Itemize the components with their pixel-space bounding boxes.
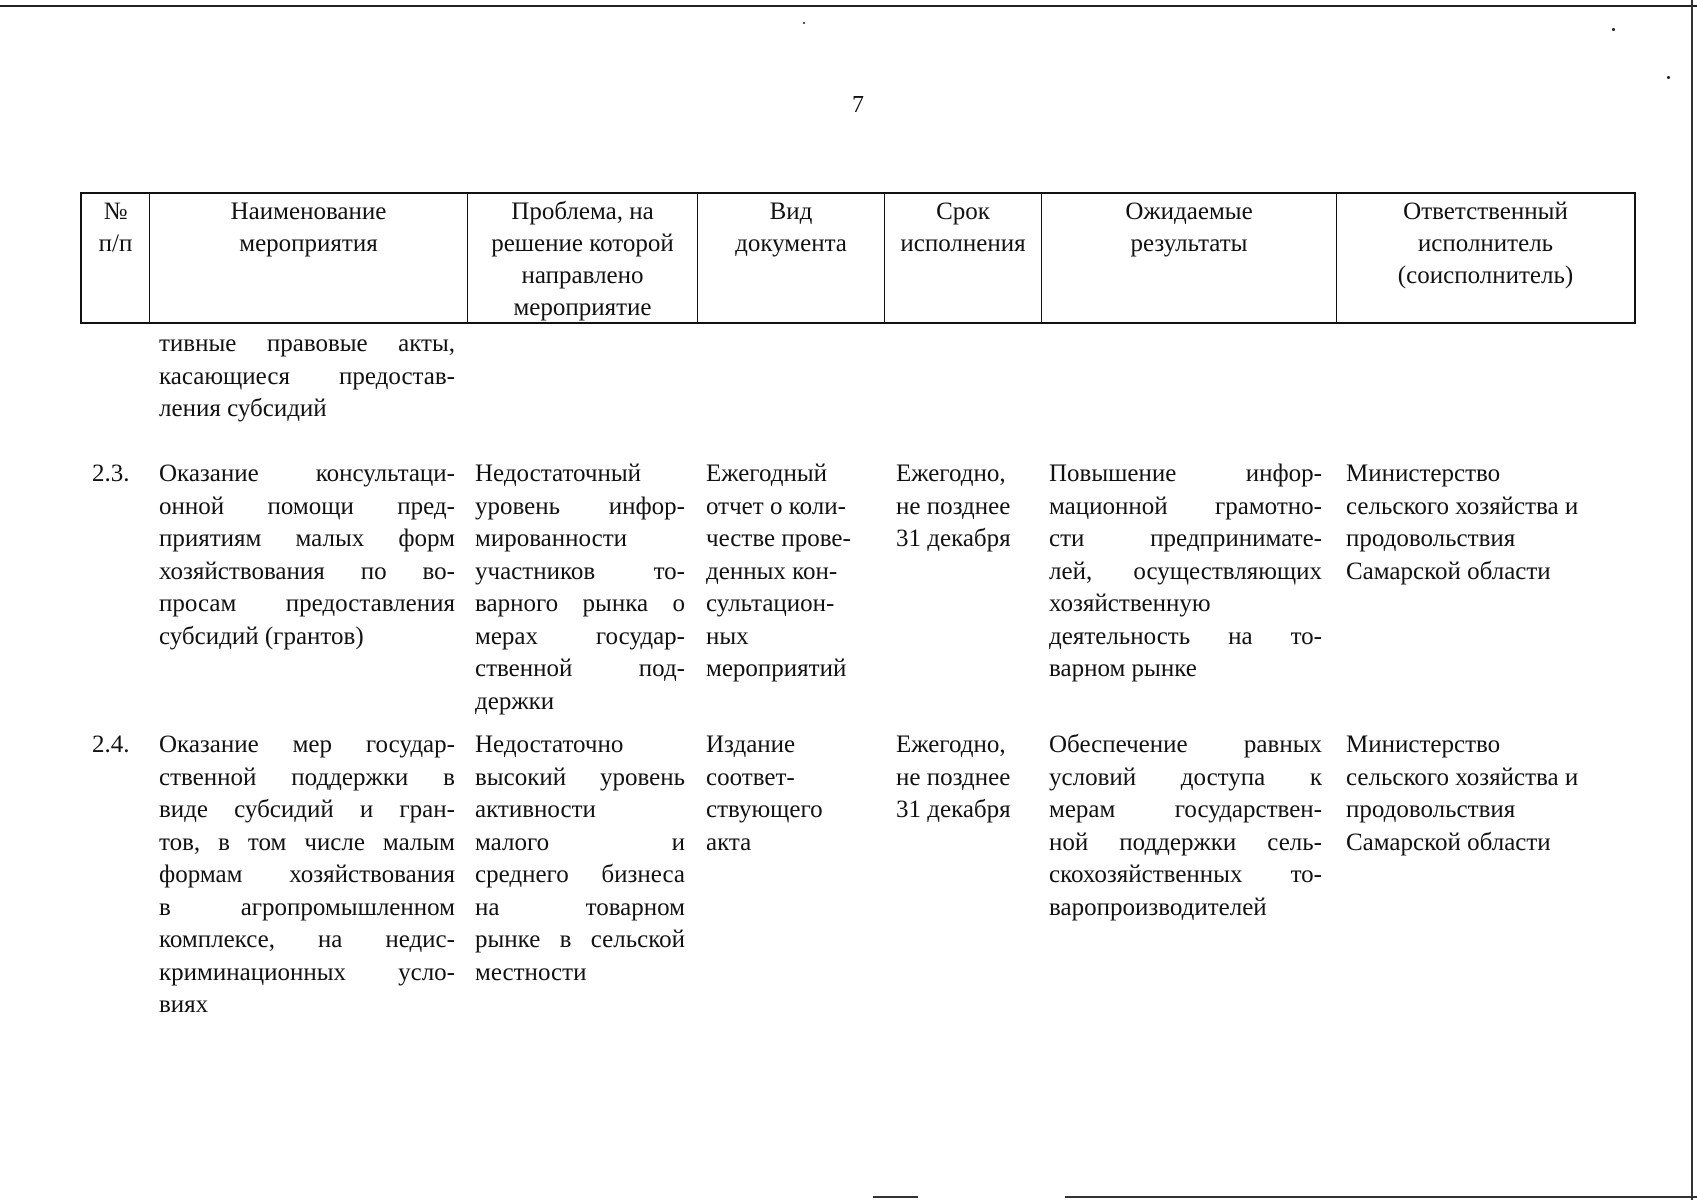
header-line: документа xyxy=(735,230,847,257)
text-line: не позднее xyxy=(896,492,1011,520)
text-line: среднего бизнеса xyxy=(475,861,685,888)
text-line: в агропромышленном xyxy=(159,893,455,921)
text-line: просам предоставления xyxy=(159,590,455,617)
continuation-name xyxy=(159,328,455,426)
text-line: Ежегодный xyxy=(706,460,827,487)
text-line: формам хозяйствования xyxy=(159,861,455,888)
text-line: лей, осуществляющих xyxy=(1049,557,1322,585)
text-line: Недостаточный xyxy=(475,460,642,487)
text-line: варного рынка о xyxy=(475,590,685,617)
text-line: местности xyxy=(475,958,587,986)
header-responsible xyxy=(1337,194,1634,322)
row-name xyxy=(159,458,455,653)
row-deadline xyxy=(896,729,1031,827)
text-line: приятиям малых форм xyxy=(159,525,455,552)
text-line: Повышение инфор- xyxy=(1049,460,1322,487)
text-line: виде субсидий и гран- xyxy=(159,796,455,823)
header-line: исполнения xyxy=(900,230,1026,257)
header-line: Проблема, на xyxy=(511,198,654,225)
text-line: тов, в том числе малым xyxy=(159,828,455,856)
text-line: продовольствия xyxy=(1346,525,1516,552)
text-line: уровень инфор- xyxy=(475,492,685,520)
text-line: мерам государствен- xyxy=(1049,796,1322,823)
text-line: высокий уровень xyxy=(475,763,685,791)
text-line: комплексе, на недис- xyxy=(159,926,455,953)
row-number: 2.4. xyxy=(92,731,130,758)
header-line: мероприятия xyxy=(239,230,378,257)
header-line: № xyxy=(103,198,128,225)
row-number: 2.3. xyxy=(92,460,130,487)
row-document-type xyxy=(706,458,868,686)
row-expected-results xyxy=(1049,729,1322,924)
scan-speck xyxy=(1612,28,1615,31)
text-line: ственной под- xyxy=(475,655,685,682)
header-line: Вид xyxy=(769,198,813,225)
text-line: хозяйствования по во- xyxy=(159,557,455,585)
scan-border-right xyxy=(1691,0,1693,1200)
text-line: Издание xyxy=(706,731,796,758)
text-line: отчет о коли- xyxy=(706,492,846,520)
text-line: участников то- xyxy=(475,557,685,585)
text-line: Ежегодно, xyxy=(896,731,1006,758)
text-line: денных кон- xyxy=(706,557,838,585)
text-line: варопроизводителей xyxy=(1049,893,1267,921)
row-expected-results xyxy=(1049,458,1322,686)
scan-mark-bottom xyxy=(873,1196,918,1198)
header-line: Ответственный xyxy=(1403,198,1568,225)
text-line: варном рынке xyxy=(1049,655,1197,682)
header-name xyxy=(150,194,468,322)
text-line: мероприятий xyxy=(706,655,847,682)
scan-speck xyxy=(1667,76,1670,79)
text-line: держки xyxy=(475,687,555,715)
text-line: мерах государ- xyxy=(475,622,685,650)
text-line: ных xyxy=(706,622,749,650)
text-line: тивные правовые акты, xyxy=(159,330,455,357)
text-line: мационной грамотно- xyxy=(1049,492,1322,520)
text-line: сельского хозяйства и xyxy=(1346,492,1579,520)
text-line: Оказание мер государ- xyxy=(159,731,455,758)
header-problem xyxy=(468,194,698,322)
header-line: (соисполнитель) xyxy=(1397,262,1574,289)
text-line: на товарном xyxy=(475,893,685,921)
row-name xyxy=(159,729,455,1022)
text-line: Оказание консультаци- xyxy=(159,460,455,487)
row-document-type xyxy=(706,729,868,859)
text-line: соответ- xyxy=(706,763,795,791)
header-line: п/п xyxy=(98,230,133,257)
header-line: Срок xyxy=(936,198,990,225)
text-line: Министерство xyxy=(1346,460,1501,487)
row-responsible xyxy=(1346,729,1626,859)
text-line: деятельность на то- xyxy=(1049,622,1322,650)
page-number: 7 xyxy=(852,92,864,118)
text-line: акта xyxy=(706,828,752,856)
text-line: сультацион- xyxy=(706,590,835,617)
table-header xyxy=(80,192,1636,324)
row-problem xyxy=(475,458,685,718)
header-line: направлено xyxy=(521,262,644,289)
text-line: ствующего xyxy=(706,796,823,823)
text-line: ления субсидий xyxy=(159,395,327,422)
header-line: Наименование xyxy=(230,198,387,225)
scan-speck xyxy=(803,22,805,24)
text-line: условий доступа к xyxy=(1049,763,1322,791)
text-line: мированности xyxy=(475,525,628,552)
text-line: хозяйственную xyxy=(1049,590,1211,617)
text-line: онной помощи пред- xyxy=(159,492,455,520)
header-expected-results xyxy=(1042,194,1337,322)
text-line: честве прове- xyxy=(706,525,851,552)
header-line: Ожидаемые xyxy=(1125,198,1253,225)
header-line: решение которой xyxy=(491,230,674,257)
header-line: мероприятие xyxy=(513,294,652,321)
text-line: Самарской области xyxy=(1346,828,1551,856)
row-responsible xyxy=(1346,458,1626,588)
text-line: Ежегодно, xyxy=(896,460,1006,487)
text-line: не позднее xyxy=(896,763,1011,791)
header-deadline xyxy=(885,194,1042,322)
text-line: ственной поддержки в xyxy=(159,763,455,791)
text-line: Обеспечение равных xyxy=(1049,731,1322,758)
text-line: рынке в сельской xyxy=(475,926,685,953)
text-line: Самарской области xyxy=(1346,557,1551,585)
text-line: сельского хозяйства и xyxy=(1346,763,1579,791)
text-line: Министерство xyxy=(1346,731,1501,758)
header-line: результаты xyxy=(1130,230,1248,257)
text-line: 31 декабря xyxy=(896,796,1011,823)
text-line: криминационных усло- xyxy=(159,958,455,986)
header-number xyxy=(82,194,150,322)
text-line: скохозяйственных то- xyxy=(1049,861,1322,888)
text-line: малого и xyxy=(475,828,685,856)
text-line: касающиеся предостав- xyxy=(159,362,455,390)
text-line: виях xyxy=(159,991,209,1018)
scan-border-bottom xyxy=(1065,1196,1697,1198)
header-line: исполнитель xyxy=(1417,230,1554,257)
text-line: Недостаточно xyxy=(475,731,624,758)
text-line: продовольствия xyxy=(1346,796,1516,823)
text-line: сти предпринимате- xyxy=(1049,525,1322,552)
text-line: 31 декабря xyxy=(896,525,1011,552)
text-line: субсидий (грантов) xyxy=(159,622,364,650)
row-problem xyxy=(475,729,685,989)
text-line: активности xyxy=(475,796,596,823)
scan-border-top xyxy=(0,5,1697,7)
row-deadline xyxy=(896,458,1031,556)
text-line: ной поддержки сель- xyxy=(1049,828,1322,856)
header-document-type xyxy=(698,194,885,322)
